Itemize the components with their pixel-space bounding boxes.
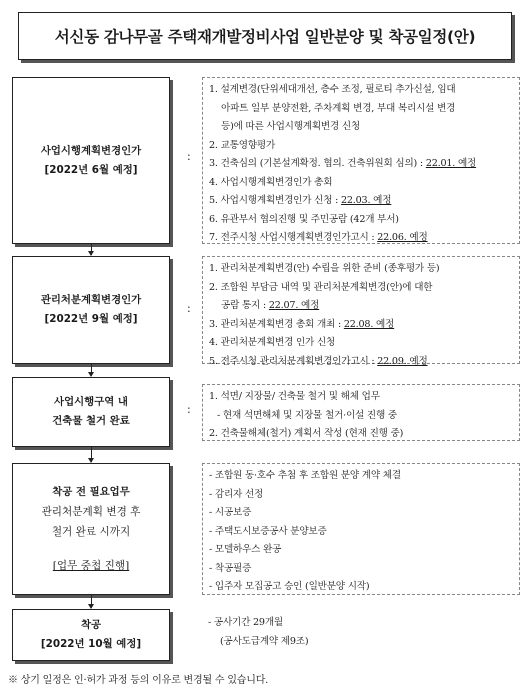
detail-item [209, 81, 513, 100]
detail-item-date: 22.06. 예정 [377, 232, 428, 243]
detail-item [209, 353, 513, 372]
detail-item-text: 등)에 따른 사업시행계획변경 신청 [221, 121, 361, 132]
page-title: 서신동 감나무골 주택재개발정비사업 일반분양 및 착공일정(안) [54, 28, 476, 46]
detail-item [209, 425, 513, 444]
stage-details-1 [202, 77, 520, 244]
detail-item [209, 174, 513, 193]
stage-box-3 [12, 377, 170, 447]
detail-item-text: 2. 조합원 부담금 내역 및 관리처분계획변경(안)에 대한 [209, 281, 433, 293]
detail-item [208, 633, 514, 652]
detail-item [209, 523, 513, 542]
detail-item [209, 334, 513, 353]
down-arrow-icon [91, 595, 92, 608]
detail-item-text: 1. 설계변경(단위세대개선, 층수 조정, 필로티 추가신설, 임대 [209, 84, 456, 95]
stage-note: [업무 중첩 진행] [52, 560, 130, 572]
detail-item-text: 7. 전주시청 사업시행계획변경인가고시 : [209, 232, 378, 243]
detail-item-date: 22.07. 예정 [268, 300, 320, 311]
stage-date: [2022년 6월 예정] [44, 163, 138, 176]
detail-item [209, 100, 513, 119]
detail-item [209, 486, 513, 505]
detail-item-text: 5. 전주시청 관리처분계획변경인가고시 : [209, 355, 378, 367]
colon-separator: : [187, 150, 191, 163]
stage-details-5 [202, 611, 520, 656]
detail-item-text: 2. 건축물해체(철거) 계획서 작성 (현재 진행 중) [209, 428, 404, 439]
detail-item-text: 4. 사업시행계획변경인가 총회 [209, 176, 333, 188]
detail-item [209, 137, 513, 156]
stage-date: [2022년 9월 예정] [44, 313, 138, 325]
detail-item [209, 407, 513, 426]
detail-item [209, 388, 513, 407]
detail-item-text: 3. 관리처분계획변경 총회 개최 : [209, 318, 344, 330]
detail-item-text: 3. 건축심의 (기본설계확정. 협의. 건축위원회 심의) : [209, 158, 426, 169]
stage-details-4 [202, 463, 520, 595]
detail-item [209, 118, 513, 137]
detail-item [209, 297, 513, 316]
down-arrow-icon [91, 447, 92, 462]
detail-item [209, 211, 513, 230]
detail-item-text: - 착공필증 [209, 562, 252, 574]
detail-item [209, 192, 513, 211]
stage-name: 사업시행구역 내 [54, 396, 128, 408]
detail-item-text: - 시공보증 [209, 507, 252, 518]
stage-details-2 [202, 256, 520, 367]
detail-item [209, 578, 513, 597]
detail-item [209, 260, 513, 279]
detail-item-date: 22.09. 예정 [377, 355, 428, 367]
detail-item [209, 229, 513, 248]
detail-item-date: 22.01. 예정 [425, 158, 477, 169]
detail-item-text: - 감리자 선정 [209, 488, 264, 500]
detail-item [209, 316, 513, 335]
detail-item-text: (공사도급계약 제9조) [220, 635, 309, 647]
stage-box-4 [12, 463, 170, 595]
detail-item-text: 공람 통지 : [221, 300, 269, 311]
detail-item-text: - 조합원 동·호수 추첨 후 조합원 분양 계약 체결 [209, 470, 401, 481]
detail-item-text: 1. 석면/ 지장물/ 건축물 철거 및 해체 업무 [209, 391, 380, 402]
detail-item-date: 22.08. 예정 [343, 318, 395, 330]
detail-item-text: - 공사기간 29개월 [208, 617, 283, 628]
stage-name-line2: 건축물 철거 완료 [52, 415, 130, 427]
footnote: ※ 상기 일정은 인·허가 과정 등의 이유로 변경될 수 있습니다. [8, 675, 269, 686]
detail-item-text: - 입주자 모집공고 승인 (일반분양 시작) [209, 581, 370, 592]
detail-item-text: - 모델하우스 완공 [209, 544, 282, 555]
detail-item-text: 6. 유관부서 협의진행 및 주민공람 (42개 부서) [209, 213, 399, 225]
stage-name: 관리처분계획변경인가 [40, 294, 142, 306]
stage-box-2 [12, 256, 170, 364]
detail-item [209, 467, 513, 486]
stage-name: 착공 전 필요업무 [52, 486, 130, 498]
detail-item [209, 541, 513, 560]
detail-item [209, 560, 513, 579]
detail-item [209, 504, 513, 523]
detail-item-text: 4. 관리처분계획변경 인가 신청 [209, 337, 336, 348]
detail-item [209, 155, 513, 174]
stage-name: 착공 [80, 619, 102, 631]
detail-item [209, 279, 513, 298]
colon-separator: : [187, 302, 191, 315]
stage-name: 사업시행계획변경인가 [40, 144, 142, 157]
detail-item-text: 1. 관리처분계획변경(안) 수립을 위한 준비 (종후평가 등) [209, 263, 440, 274]
detail-item-text: 5. 사업시행계획변경인가 신청 : [209, 195, 341, 206]
stage-details-3 [202, 384, 520, 441]
stage-box-1 [12, 77, 170, 244]
stage-subtitle: 철거 완료 시까지 [51, 526, 131, 538]
down-arrow-icon [91, 364, 92, 376]
detail-item-text: 2. 교통영향평가 [209, 139, 276, 151]
detail-item [208, 614, 514, 633]
detail-item-date: 22.03. 예정 [341, 195, 392, 206]
stage-box-5 [12, 609, 170, 661]
stage-subtitle: 관리처분계획 변경 후 [41, 506, 141, 518]
detail-item-text: - 주택도시보증공사 분양보증 [209, 525, 327, 537]
title-box [18, 12, 512, 60]
detail-item-text: - 현재 석면해체 및 지장물 철거·이설 진행 중 [217, 409, 397, 421]
stage-date: [2022년 10월 예정] [40, 638, 142, 650]
colon-separator: : [187, 403, 191, 416]
detail-item-text: 아파트 일부 분양전환, 주차계획 변경, 부대 복리시설 변경 [221, 102, 456, 114]
down-arrow-icon [91, 244, 92, 255]
